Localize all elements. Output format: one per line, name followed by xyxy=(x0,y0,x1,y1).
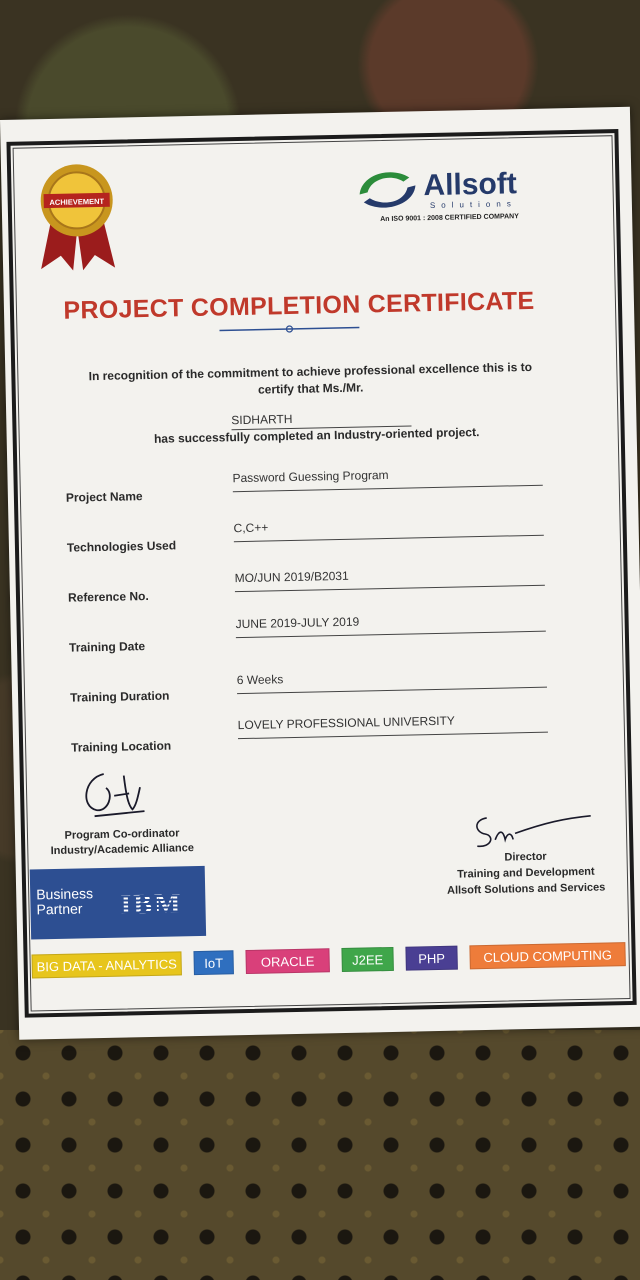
ibm-line1: Business xyxy=(36,885,94,903)
project-name-label: Project Name xyxy=(65,489,143,505)
coordinator-title xyxy=(37,826,208,860)
director-line2: Training and Development xyxy=(457,865,595,881)
tag-oracle: ORACLE xyxy=(245,948,329,974)
badge-text: ACHIEVEMENT xyxy=(49,196,105,207)
tag-php: PHP xyxy=(405,946,457,971)
tag-j2ee: J2EE xyxy=(341,947,393,972)
intro-text: In recognition of the commitment to achieve professional excellence this is to certify that Ms./Mr. xyxy=(88,359,533,397)
training-duration-value: 6 Weeks xyxy=(237,667,547,694)
training-location-label: Training Location xyxy=(71,738,172,755)
ibm-mark: IBM xyxy=(120,888,183,921)
iso-certification: An ISO 9001 : 2008 CERTIFIED COMPANY xyxy=(380,213,519,224)
tag-big-data: BIG DATA - ANALYTICS xyxy=(31,951,181,978)
tag-cloud-computing: CLOUD COMPUTING xyxy=(469,942,625,969)
reference-value: MO/JUN 2019/B2031 xyxy=(235,565,545,592)
recipient-name: SIDHARTH xyxy=(231,409,411,430)
coordinator-line2: Industry/Academic Alliance xyxy=(50,842,195,858)
director-title xyxy=(435,847,616,899)
director-line1: Director xyxy=(504,850,547,864)
tag-iot: IoT xyxy=(193,950,233,975)
technologies-label: Technologies Used xyxy=(66,538,177,555)
technologies-value: C,C++ xyxy=(233,515,543,542)
training-location-value: LOVELY PROFESSIONAL UNIVERSITY xyxy=(238,712,548,739)
coordinator-signature-icon xyxy=(74,765,165,827)
coordinator-line1: Program Co-ordinator xyxy=(64,827,180,842)
allsoft-swirl-icon xyxy=(351,163,424,214)
carpet-background xyxy=(0,1030,640,1280)
director-line3: Allsoft Solutions and Services xyxy=(446,881,606,897)
completion-text: has successfully completed an Industry-oriented project. xyxy=(153,425,480,446)
project-name-value: Password Guessing Program xyxy=(232,465,542,492)
company-name: Allsoft xyxy=(423,167,518,203)
ibm-business-partner-logo xyxy=(30,866,206,940)
allsoft-logo xyxy=(351,160,552,224)
ibm-partner-text xyxy=(36,886,93,917)
training-duration-label: Training Duration xyxy=(69,688,170,705)
reference-label: Reference No. xyxy=(67,588,149,605)
achievement-badge-icon xyxy=(31,159,123,271)
company-subtitle: Solutions xyxy=(429,199,517,211)
certificate xyxy=(0,107,640,1040)
training-date-label: Training Date xyxy=(68,639,146,655)
training-date-value: JUNE 2019-JULY 2019 xyxy=(235,611,545,638)
ibm-line2: Partner xyxy=(36,900,83,918)
certificate-title: PROJECT COMPLETION CERTIFICATE xyxy=(63,286,535,325)
